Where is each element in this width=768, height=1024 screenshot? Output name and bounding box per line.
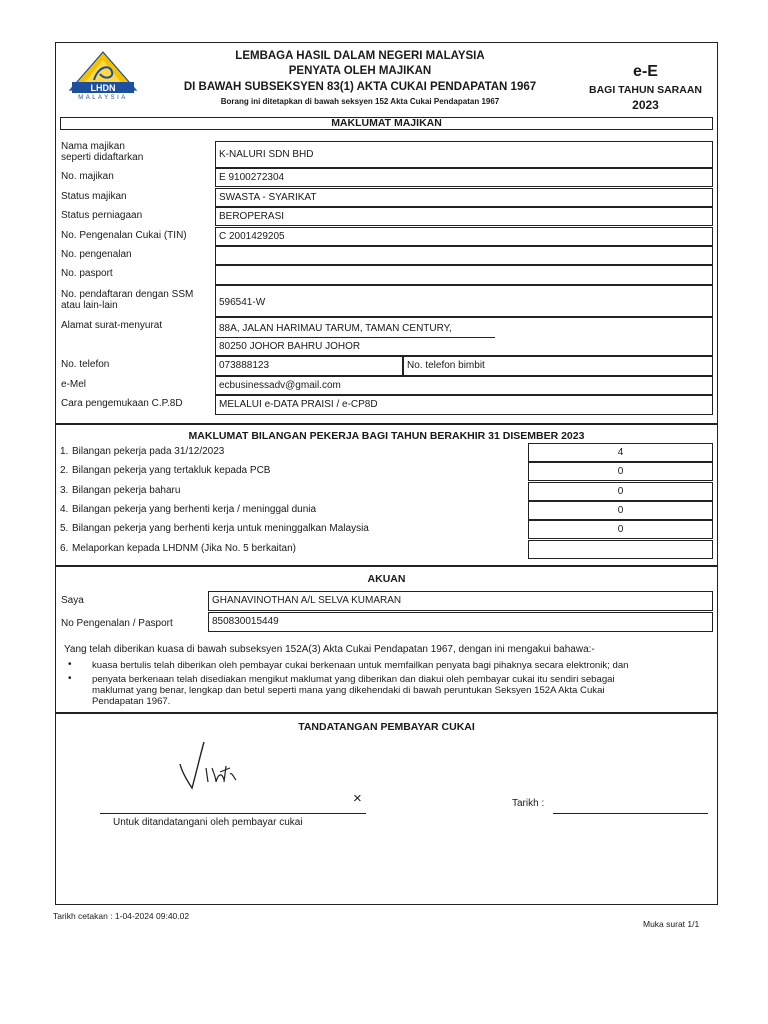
address-line-2: 80250 JOHOR BAHRU JOHOR	[219, 341, 361, 352]
id-field	[215, 246, 713, 265]
declarant-id-field: 850830015449	[208, 612, 713, 632]
date-label: Tarikh :	[512, 798, 545, 809]
employee-item-value: 0	[528, 520, 713, 539]
employee-item-number: 1.	[60, 446, 69, 457]
form-title: PENYATA OLEH MAJIKAN	[288, 65, 432, 77]
tin-label: No. Pengenalan Cukai (TIN)	[61, 230, 187, 241]
submission-label: Cara pengemukaan C.P.8D	[61, 398, 183, 409]
employee-item-number: 5.	[60, 523, 69, 535]
logo-text: LHDN	[90, 83, 116, 93]
employer-status-field: SWASTA - SYARIKAT	[215, 188, 713, 207]
saya-label: Saya	[61, 595, 84, 606]
id-label: No. pengenalan	[61, 249, 132, 260]
employer-no-field: E 9100272304	[215, 168, 713, 187]
handwritten-signature	[172, 738, 252, 798]
employee-item-value: 0	[528, 482, 713, 501]
email-label: e-Mel	[61, 379, 87, 390]
employer-status-label: Status majikan	[61, 191, 127, 202]
phone-field: 073888123	[215, 356, 403, 376]
declaration-title: AKUAN	[367, 573, 406, 585]
logo-subtext: MALAYSIA	[78, 95, 128, 100]
ssm-label-1: No. pendaftaran dengan SSM	[61, 289, 194, 300]
print-date: Tarikh cetakan : 1-04-2024 09:40.02	[53, 911, 190, 921]
mobile-label: No. telefon bimbit	[407, 360, 485, 371]
form-subtitle: DI BAWAH SUBSEKSYEN 83(1) AKTA CUKAI PENDAPATAN 1967	[183, 81, 537, 93]
signature-line[interactable]	[100, 813, 366, 814]
bullet-1-mark: •	[68, 659, 72, 670]
employee-item-number: 4.	[60, 503, 69, 515]
ssm-label-2: atau lain-lain	[61, 300, 118, 311]
phone-label: No. telefon	[61, 359, 110, 370]
tin-field: C 2001429205	[215, 227, 713, 246]
lhdn-logo	[60, 50, 146, 100]
signature-title: TANDATANGAN PEMBAYAR CUKAI	[298, 721, 475, 733]
passport-field	[215, 265, 713, 285]
sign-here-mark: ×	[353, 790, 362, 807]
employee-item-label: Bilangan pekerja yang berhenti kerja / meninggal dunia	[72, 503, 317, 515]
passport-label: No. pasport	[61, 268, 113, 279]
employee-item-label: Bilangan pekerja pada 31/12/2023	[72, 446, 225, 457]
declaration-bullet-2-line-2: maklumat yang benar, lengkap dan betul seperti mana yang dikehendaki di bawah peruntukan Seksyen 152A Akta Cukai	[92, 685, 605, 696]
ssm-field: 596541-W	[215, 285, 713, 317]
employee-item-value	[528, 540, 713, 559]
business-status-label: Status perniagaan	[61, 210, 143, 221]
declarant-id-label: No Pengenalan / Pasport	[61, 618, 173, 629]
employer-name-label-1: Nama majikan	[61, 141, 125, 152]
employee-item-number: 2.	[60, 465, 69, 477]
date-line[interactable]	[553, 813, 708, 814]
year-label: BAGI TAHUN SARAAN	[589, 84, 702, 96]
declaration-bullet-2-line-1: penyata berkenaan telah disediakan mengikut maklumat yang diberikan dan diakui oleh pembayar cukai itu sendiri sebagai	[92, 674, 615, 685]
declaration-intro: Yang telah diberikan kuasa di bawah subseksyen 152A(3) Akta Cukai Pendapatan 1967, dengan ini mengakui bahawa:-	[64, 644, 595, 655]
declaration-bullet-1: kuasa bertulis telah diberikan oleh pembayar cukai berkenaan untuk memfailkan penyata bagi pihaknya secara elektronik; dan	[92, 660, 629, 671]
employer-name-field: K-NALURI SDN BHD	[215, 141, 713, 168]
employee-item-label: Melaporkan kepada LHDNM (Jika No. 5 berkaitan)	[72, 542, 296, 554]
address-divider	[215, 337, 495, 338]
sign-caption: Untuk ditandatangani oleh pembayar cukai	[113, 817, 303, 828]
section-divider-3	[55, 712, 718, 714]
employee-item-value: 0	[528, 501, 713, 520]
bullet-2-mark: •	[68, 673, 72, 684]
employer-section-title: MAKLUMAT MAJIKAN	[60, 117, 713, 130]
business-status-field: BEROPERASI	[215, 207, 713, 226]
year-value: 2023	[632, 98, 659, 112]
employee-item-number: 6.	[60, 542, 69, 554]
section-divider-2	[55, 565, 718, 567]
employee-item-label: Bilangan pekerja yang berhenti kerja untuk meninggalkan Malaysia	[72, 523, 369, 535]
agency-name: LEMBAGA HASIL DALAM NEGERI MALAYSIA	[235, 50, 485, 62]
mobile-field	[403, 356, 713, 376]
address-line-1: 88A, JALAN HARIMAU TARUM, TAMAN CENTURY,	[219, 323, 452, 334]
employee-item-number: 3.	[60, 484, 69, 496]
declaration-bullet-2-line-3: Pendapatan 1967.	[92, 696, 171, 707]
employer-name-label-2: seperti didaftarkan	[61, 152, 144, 163]
form-code: e-E	[633, 63, 658, 80]
address-label: Alamat surat-menyurat	[61, 320, 163, 331]
submission-field: MELALUI e-DATA PRAISI / e-CP8D	[215, 395, 713, 415]
employees-section-title: MAKLUMAT BILANGAN PEKERJA BAGI TAHUN BERAKHIR 31 DISEMBER 2023	[188, 430, 585, 442]
section-divider-1	[55, 423, 718, 425]
page-number: Muka surat 1/1	[643, 919, 700, 929]
employee-item-value: 0	[528, 462, 713, 481]
employee-item-label: Bilangan pekerja yang tertakluk kepada PCB	[72, 465, 271, 477]
form-note: Borang ini ditetapkan di bawah seksyen 152 Akta Cukai Pendapatan 1967	[220, 97, 500, 106]
email-field: ecbusinessadv@gmail.com	[215, 376, 713, 395]
employer-no-label: No. majikan	[61, 171, 114, 182]
saya-field: GHANAVINOTHAN A/L SELVA KUMARAN	[208, 591, 713, 611]
employee-item-value: 4	[528, 443, 713, 462]
employee-item-label: Bilangan pekerja baharu	[72, 484, 181, 496]
